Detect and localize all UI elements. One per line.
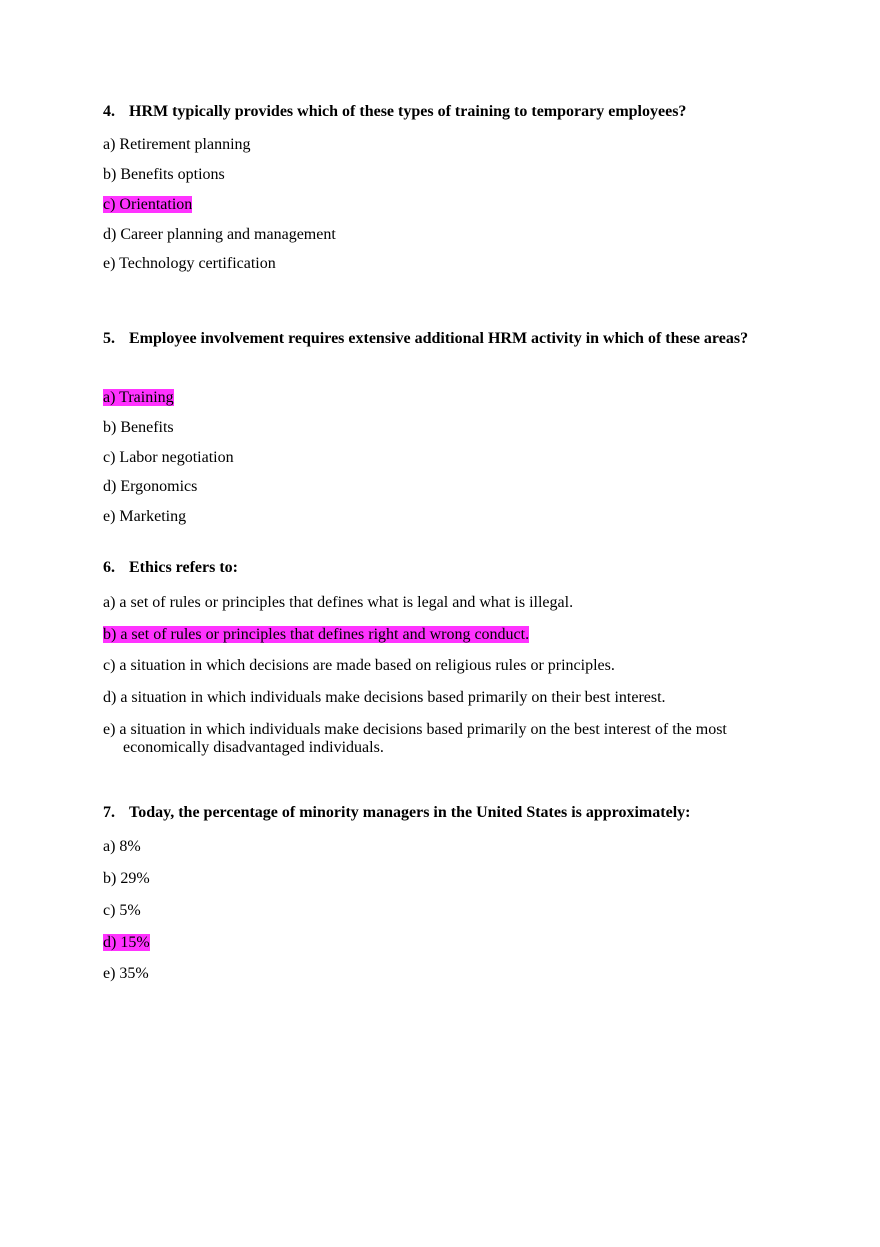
option-text: c) 5% (103, 902, 141, 919)
option-d (103, 933, 150, 953)
highlighted-answer: d) 15% (103, 934, 150, 951)
question-text: Today, the percentage of minority managers in the United States is approximately: (129, 804, 691, 821)
option-text: d) Ergonomics (103, 478, 198, 495)
option-text: b) Benefits options (103, 166, 225, 183)
option-text: a) a set of rules or principles that defines what is legal and what is illegal. (103, 594, 574, 611)
question-7-heading (103, 801, 783, 824)
option-c (103, 195, 192, 215)
question-5 (103, 327, 783, 525)
option-a (103, 837, 141, 857)
option-a (103, 593, 573, 613)
option-a (103, 135, 251, 155)
option-b (103, 869, 150, 889)
option-c (103, 656, 615, 676)
option-d (103, 225, 336, 245)
option-text: c) Labor negotiation (103, 449, 234, 466)
option-b (103, 418, 174, 438)
highlighted-answer: a) Training (103, 389, 174, 406)
option-d (103, 477, 197, 497)
question-text: HRM typically provides which of these types of training to temporary employees? (129, 103, 687, 120)
option-b (103, 165, 225, 185)
option-b (103, 625, 529, 645)
question-4 (103, 100, 783, 272)
option-text: e) 35% (103, 965, 149, 982)
question-number: 5. (103, 330, 115, 347)
option-text: c) a situation in which decisions are made based on religious rules or principles. (103, 657, 615, 674)
question-number: 7. (103, 804, 115, 821)
question-text: Employee involvement requires extensive additional HRM activity in which of these areas? (129, 330, 749, 347)
option-text: d) Career planning and management (103, 226, 336, 243)
option-a (103, 388, 174, 408)
question-4-heading (103, 100, 783, 123)
option-text: a) Retirement planning (103, 136, 251, 153)
option-text: e) Marketing (103, 508, 187, 525)
question-6-heading (103, 556, 783, 579)
question-5-heading (103, 327, 783, 350)
question-text: Ethics refers to: (129, 559, 238, 576)
option-c (103, 448, 234, 468)
question-number: 4. (103, 103, 115, 120)
option-c (103, 901, 141, 921)
option-e (103, 507, 186, 527)
option-text: b) Benefits (103, 419, 174, 436)
option-e (103, 721, 813, 757)
option-text: e) Technology certification (103, 255, 276, 272)
option-text: d) a situation in which individuals make decisions based primarily on their best interest. (103, 689, 666, 706)
option-d (103, 688, 666, 708)
question-number: 6. (103, 559, 115, 576)
option-e (103, 254, 276, 274)
option-text: b) 29% (103, 870, 150, 887)
option-e (103, 964, 149, 984)
question-6 (103, 556, 783, 756)
option-text: a) 8% (103, 838, 141, 855)
option-text: e) a situation in which individuals make decisions based primarily on the best interest of the most economically disadvantaged individuals. (103, 721, 727, 756)
question-7 (103, 801, 783, 982)
highlighted-answer: b) a set of rules or principles that defines right and wrong conduct. (103, 626, 530, 643)
highlighted-answer: c) Orientation (103, 196, 193, 213)
